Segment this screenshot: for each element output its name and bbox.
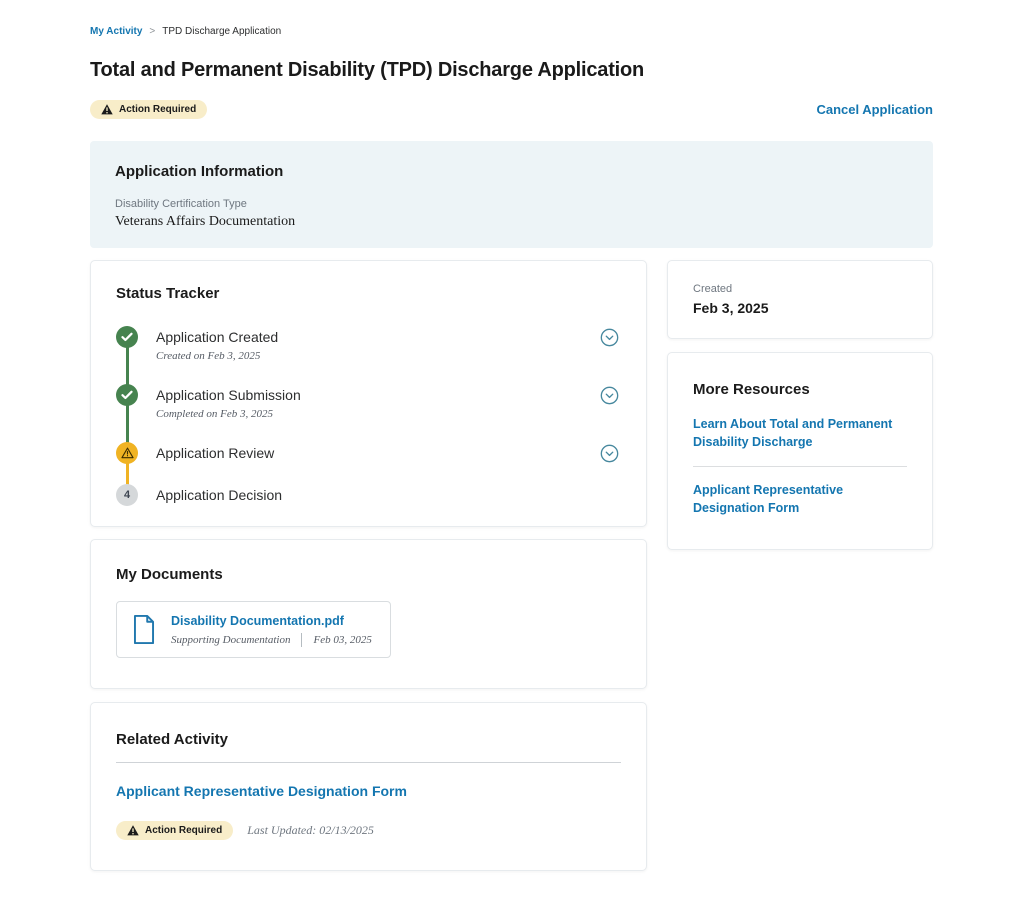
resources-divider xyxy=(693,466,907,467)
step-warning-triangle-icon xyxy=(116,442,138,464)
status-badge-label: Action Required xyxy=(145,825,223,836)
page-title: Total and Permanent Disability (TPD) Discharge Application xyxy=(90,59,645,81)
cancel-application-link[interactable]: Cancel Application xyxy=(816,102,933,117)
breadcrumb-current: TPD Discharge Application xyxy=(162,26,282,37)
document-meta-divider xyxy=(301,633,302,647)
step-application-submission xyxy=(116,384,621,422)
my-documents-heading: My Documents xyxy=(116,566,223,583)
step-application-decision xyxy=(116,484,621,506)
created-label: Created xyxy=(693,283,733,295)
action-row xyxy=(90,100,933,119)
application-info-heading: Application Information xyxy=(115,163,284,180)
related-activity-card xyxy=(90,702,647,871)
step-application-review xyxy=(116,442,621,464)
application-info-panel xyxy=(90,141,933,248)
step-expand-chevron-down-icon[interactable] xyxy=(600,328,619,347)
step-complete-check-icon xyxy=(116,384,138,406)
breadcrumb xyxy=(90,26,933,37)
step-application-created xyxy=(116,326,621,364)
document-type: Supporting Documentation xyxy=(171,634,291,646)
document-file-icon xyxy=(131,614,157,645)
certification-type-label: Disability Certification Type xyxy=(115,198,247,210)
document-tile[interactable] xyxy=(116,601,391,658)
document-link[interactable]: Disability Documentation.pdf xyxy=(171,614,344,628)
more-resources-card xyxy=(667,352,933,550)
related-activity-status-row xyxy=(116,821,621,840)
created-date-card xyxy=(667,260,933,339)
step-expand-chevron-down-icon[interactable] xyxy=(600,386,619,405)
status-badge xyxy=(116,821,233,840)
content-columns xyxy=(90,260,933,871)
document-info xyxy=(171,612,372,647)
step-label: Application Decision xyxy=(156,487,283,503)
sidebar-column xyxy=(667,260,933,550)
step-expand-chevron-down-icon[interactable] xyxy=(600,444,619,463)
status-tracker-card xyxy=(90,260,647,527)
status-tracker-heading: Status Tracker xyxy=(116,285,220,302)
resource-link-representative-form[interactable]: Applicant Representative Designation Form xyxy=(693,483,844,515)
step-subtext: Completed on Feb 3, 2025 xyxy=(156,408,274,420)
warning-triangle-icon xyxy=(101,104,113,115)
step-label: Application Created xyxy=(156,329,279,345)
step-subtext: Created on Feb 3, 2025 xyxy=(156,350,261,362)
related-activity-divider xyxy=(116,762,621,763)
more-resources-heading: More Resources xyxy=(693,381,810,398)
related-activity-link[interactable]: Applicant Representative Designation Form xyxy=(116,783,407,799)
document-meta xyxy=(171,633,372,647)
step-label: Application Submission xyxy=(156,387,301,403)
step-label: Application Review xyxy=(156,445,275,461)
main-column xyxy=(90,260,647,871)
breadcrumb-link-my-activity[interactable]: My Activity xyxy=(90,26,143,37)
status-badge xyxy=(90,100,207,119)
step-number-badge: 4 xyxy=(116,484,138,506)
last-updated-text: Last Updated: 02/13/2025 xyxy=(247,823,374,837)
certification-type-value: Veterans Affairs Documentation xyxy=(115,214,296,229)
document-date: Feb 03, 2025 xyxy=(313,634,372,646)
resource-link-tpd-discharge[interactable]: Learn About Total and Permanent Disability Discharge xyxy=(693,417,893,449)
warning-triangle-icon xyxy=(127,825,139,836)
status-badge-label: Action Required xyxy=(119,104,197,115)
related-activity-heading: Related Activity xyxy=(116,731,228,748)
created-value: Feb 3, 2025 xyxy=(693,300,769,316)
status-timeline xyxy=(116,326,621,506)
step-complete-check-icon xyxy=(116,326,138,348)
my-documents-card xyxy=(90,539,647,689)
breadcrumb-separator-icon: > xyxy=(149,26,156,37)
